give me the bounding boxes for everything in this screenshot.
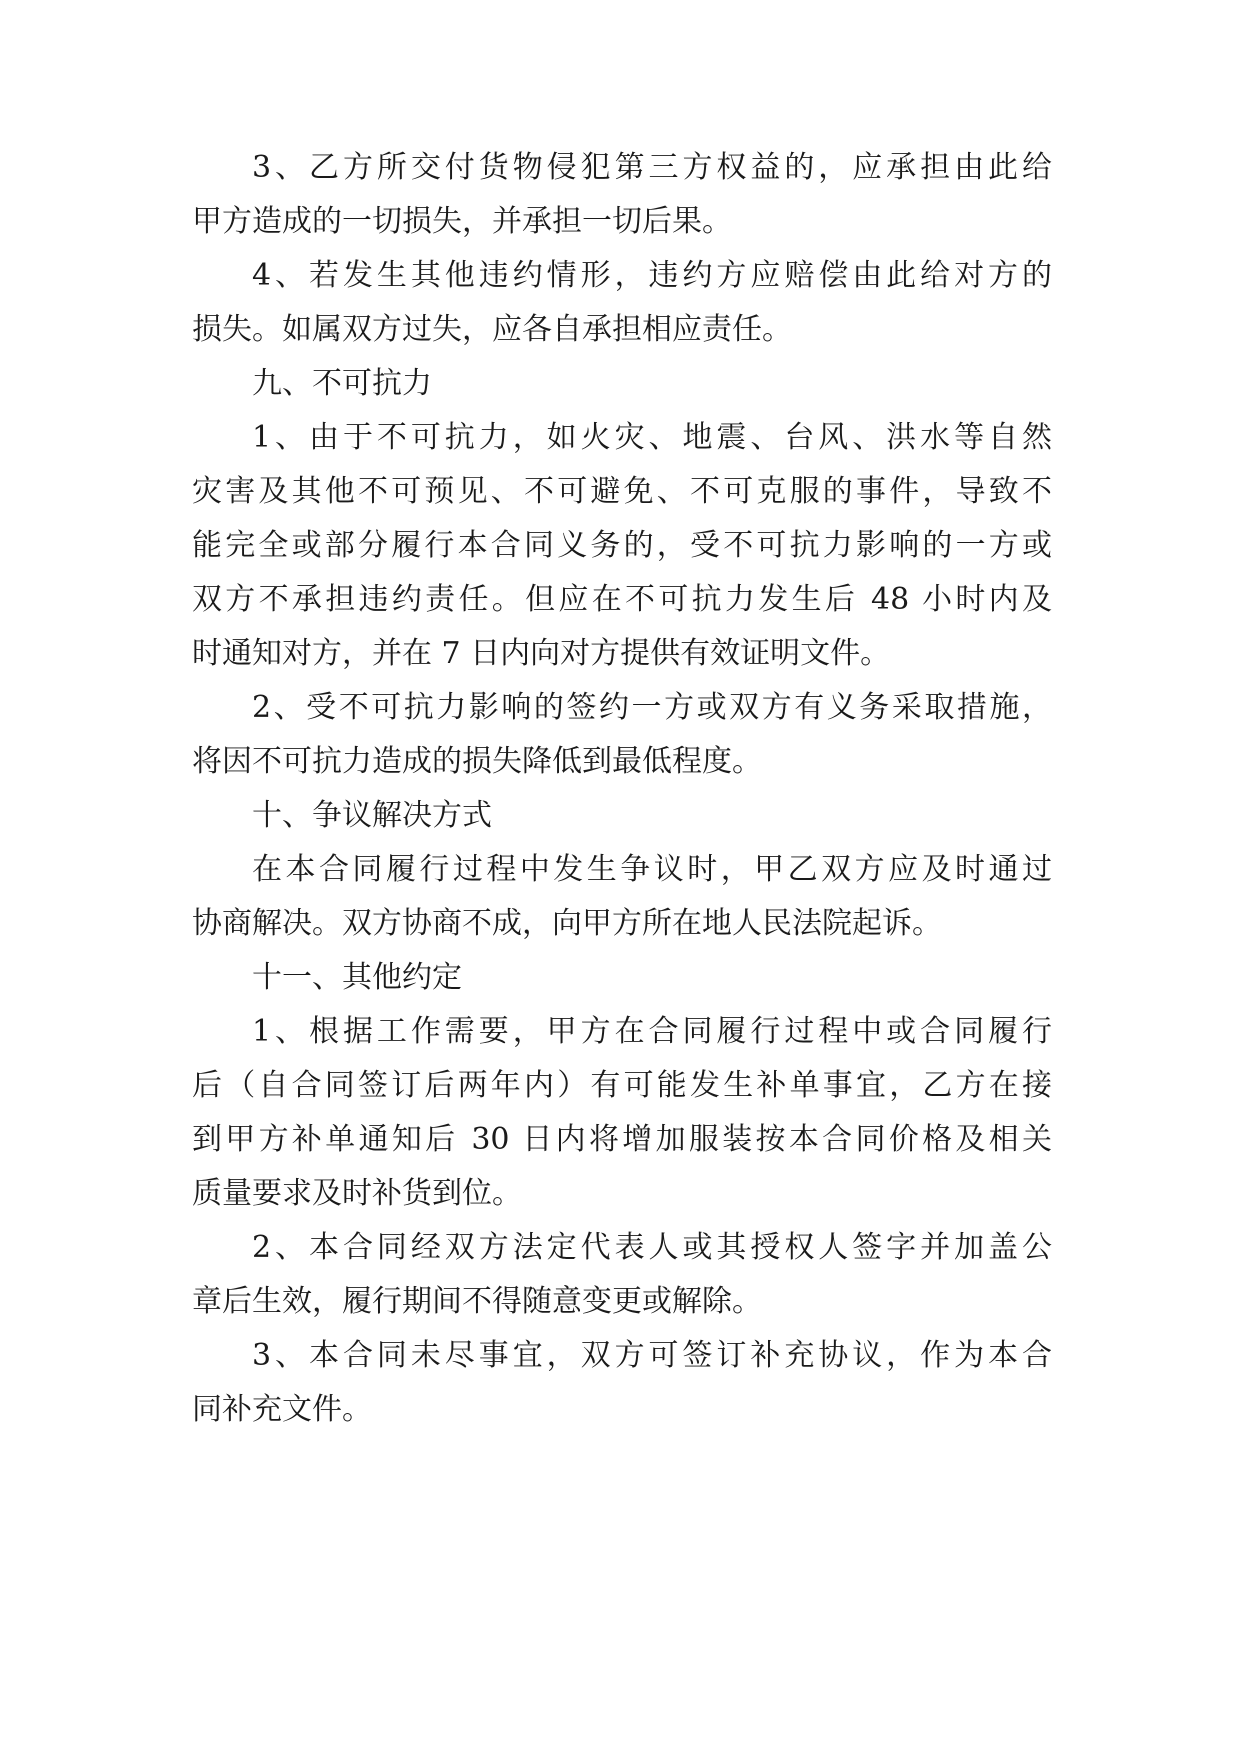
- text-line: 甲方造成的一切损失，并承担一切后果。: [192, 204, 732, 239]
- section-heading: 九、不可抗力: [252, 366, 432, 401]
- text-line: 后（自合同签订后两年内）有可能发生补单事宜，乙方在接: [192, 1068, 1052, 1103]
- text-line: 到甲方补单通知后 30 日内将增加服装按本合同价格及相关: [192, 1122, 1052, 1157]
- text-line: 2、受不可抗力影响的签约一方或双方有义务采取措施，: [252, 690, 1052, 725]
- text-line: 协商解决。双方协商不成，向甲方所在地人民法院起诉。: [192, 906, 942, 941]
- text-line: 灾害及其他不可预见、不可避免、不可克服的事件，导致不: [192, 474, 1052, 509]
- text-line: 3、乙方所交付货物侵犯第三方权益的，应承担由此给: [252, 150, 1052, 185]
- text-line: 同补充文件。: [192, 1392, 372, 1427]
- section-heading: 十一、其他约定: [252, 960, 462, 995]
- text-line: 时通知对方，并在 7 日内向对方提供有效证明文件。: [192, 636, 891, 671]
- text-line: 能完全或部分履行本合同义务的，受不可抗力影响的一方或: [192, 528, 1052, 563]
- text-line: 双方不承担违约责任。但应在不可抗力发生后 48 小时内及: [192, 582, 1052, 617]
- text-line: 在本合同履行过程中发生争议时，甲乙双方应及时通过: [252, 852, 1052, 887]
- text-line: 损失。如属双方过失，应各自承担相应责任。: [192, 312, 792, 347]
- text-line: 1、根据工作需要，甲方在合同履行过程中或合同履行: [252, 1014, 1052, 1049]
- text-line: 将因不可抗力造成的损失降低到最低程度。: [192, 744, 762, 779]
- text-line: 4、若发生其他违约情形，违约方应赔偿由此给对方的: [252, 258, 1052, 293]
- text-line: 1、由于不可抗力，如火灾、地震、台风、洪水等自然: [252, 420, 1052, 455]
- section-heading: 十、争议解决方式: [252, 798, 492, 833]
- text-line: 章后生效，履行期间不得随意变更或解除。: [192, 1284, 762, 1319]
- text-line: 3、本合同未尽事宜，双方可签订补充协议，作为本合: [252, 1338, 1052, 1373]
- text-line: 质量要求及时补货到位。: [192, 1176, 522, 1211]
- text-line: 2、本合同经双方法定代表人或其授权人签字并加盖公: [252, 1230, 1052, 1265]
